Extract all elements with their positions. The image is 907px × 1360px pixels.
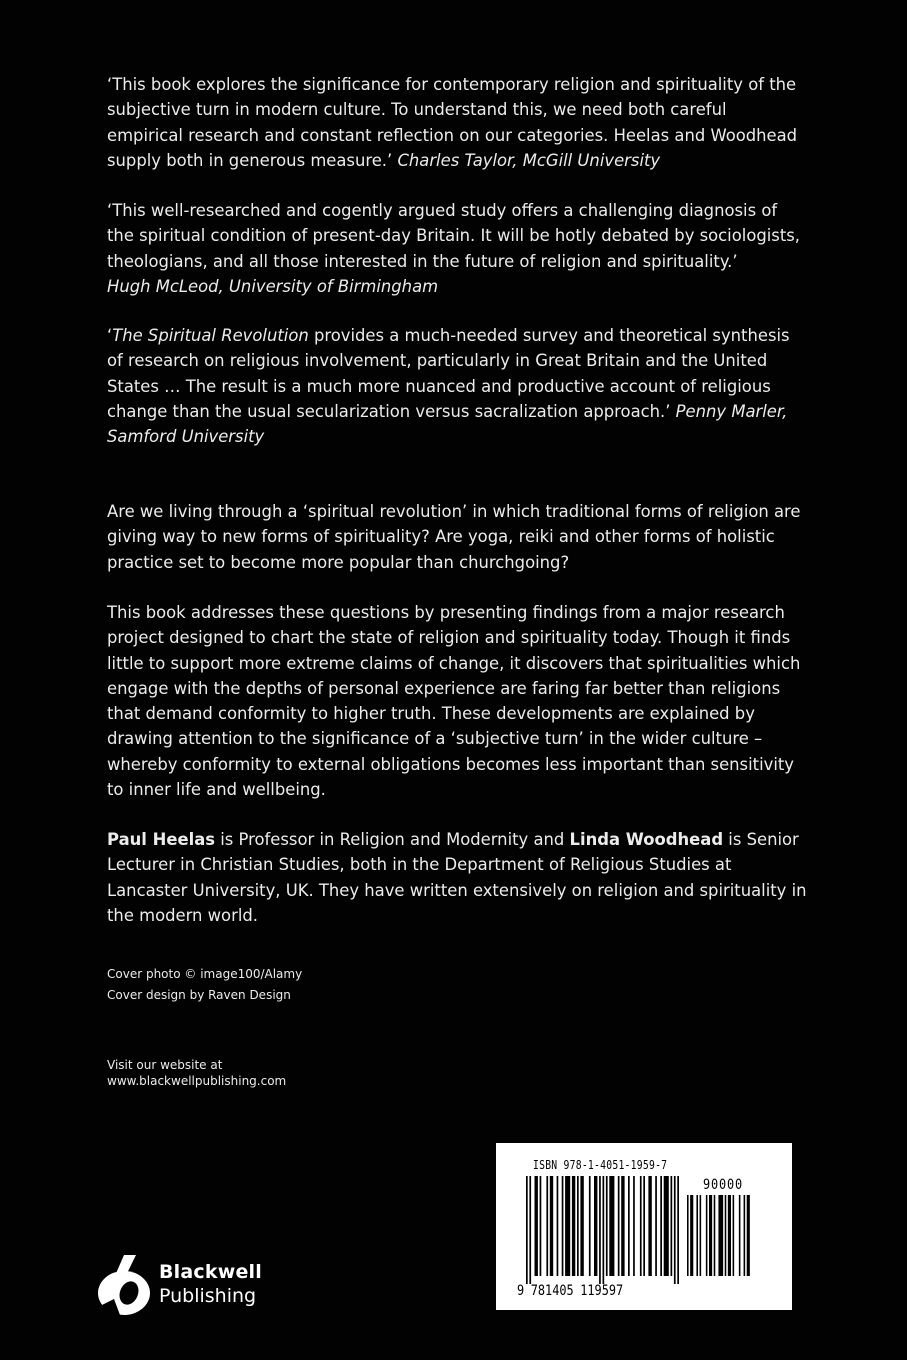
publisher-name: Blackwell Publishing xyxy=(159,1261,262,1307)
publisher-logo xyxy=(96,1255,266,1317)
author-name: Paul Heelas xyxy=(107,830,216,849)
isbn-label: ISBN 978-1-4051-1959-7 xyxy=(533,1157,668,1172)
website-label: Visit our website at xyxy=(107,1058,223,1072)
quote-attribution: Hugh McLeod, University of Birmingham xyxy=(107,276,439,296)
barcode-addon-bars xyxy=(687,1195,753,1284)
quote-attribution: Penny Marler, Samford University xyxy=(107,401,788,447)
website-info xyxy=(107,1057,286,1089)
review-quote-marler: ‘The Spiritual Revolution provides a much-needed survey and theoretical synthesis of research on religious involvement, particularly in Great Britain and the United States … The result is a much more nuanced and productive account of religious change than the usual secularization versus sacralization approach.’ Penny Marler, Samford University xyxy=(107,326,790,447)
barcode-addon-number: 90000 xyxy=(703,1177,744,1193)
description-body: This book addresses these questions by presenting findings from a major research project designed to chart the state of religion and spirituality today. Though it finds little to support more extreme claims of change, it discovers that spiritualities which engage with the depths of personal experience are faring far better than religions that demand conformity to higher truth. These developments are explained by drawing attention to the significance of a ‘subjective turn’ in the wider culture – whereby conformity to external obligations becomes less important than sensitivity to inner life and wellbeing. xyxy=(107,603,801,800)
author-bio: Paul Heelas is Professor in Religion and Modernity and Linda Woodhead is Senior Lecturer in Christian Studies, both in the Department of Religious Studies at Lancaster University, UK. They have written extensively on religion and spirituality in the modern world. xyxy=(107,830,807,925)
design-credit: Cover design by Raven Design xyxy=(107,987,291,1002)
quote-attribution: Charles Taylor, McGill University xyxy=(397,150,661,170)
description-intro: Are we living through a ‘spiritual revolution’ in which traditional forms of religion are giving way to new forms of spirituality? Are yoga, reiki and other forms of holistic practice set to become more popular than churchgoing? xyxy=(107,502,801,572)
barcode-number: 9 781405 119597 xyxy=(517,1283,624,1299)
website-url[interactable]: www.blackwellpublishing.com xyxy=(107,1074,287,1088)
photo-credit: Cover photo © image100/Alamy xyxy=(107,967,303,981)
barcode-bars xyxy=(526,1176,679,1284)
author-name: Linda Woodhead xyxy=(569,830,724,849)
cover-credits xyxy=(107,964,302,1005)
blackwell-b-icon xyxy=(96,1255,152,1317)
book-title: The Spiritual Revolution xyxy=(112,326,309,345)
review-quote-taylor: ‘This book explores the significance for contemporary religion and spirituality of the subjective turn in modern culture. To understand this, we need both careful empirical research and constant reflection on our categories. Heelas and Woodhead supply both in generous measure.’ Charles Taylor, McGill University xyxy=(107,75,798,170)
barcode xyxy=(496,1143,792,1310)
review-quote-mcleod: ‘This well-researched and cogently argued study offers a challenging diagnosis of the spiritual condition of present-day Britain. It will be hotly debated by sociologists, theologians, and all those interested in the future of religion and spirituality.’ Hugh McLeod, University of Birmingham xyxy=(107,201,801,296)
